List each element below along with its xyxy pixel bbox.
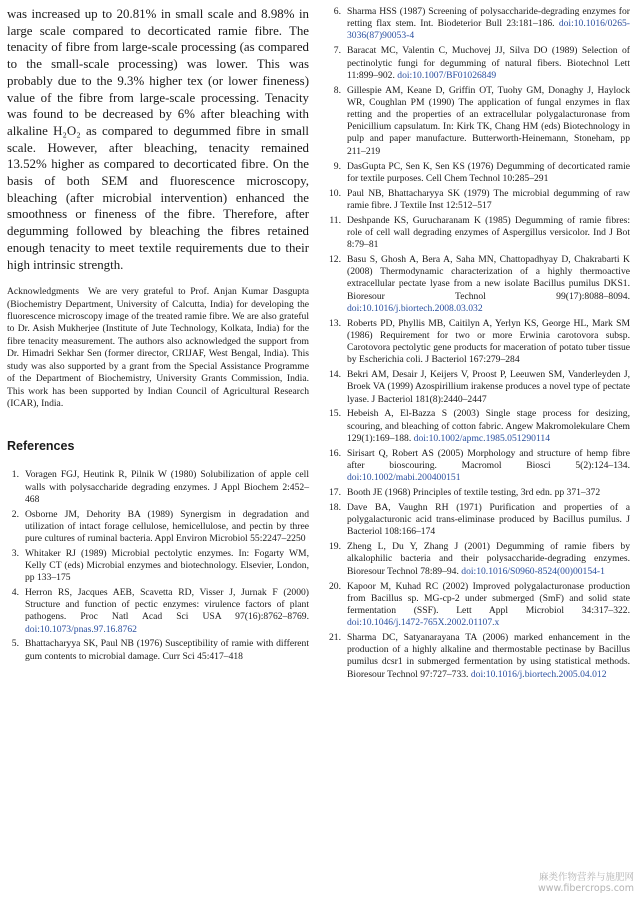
reference-item [7,587,309,636]
reference-number: 7. [333,45,341,57]
acknowledgments-text: We are very grateful to Prof. Anjan Kumar Dasgupta (Biochemistry Department, University of Calcutta, India) for developing the fluorescence microscopy image of the treated ramie fibre. We are also grateful to Dr. Asish Mukherjee (Institute of Jute Technology, Kolkata, India) for the fibre tenacity measurement. The authors also acknowledged the support from Dr. Himadri Sekhar Sen (former director, CRIJAF, West Bengal, India). This study was also supported by a grant from the Special Assistance Programme of the Department of Biochemistry, University Grants Commission, India. This work has been supported by Indian Council of Agricultural Research (ICAR), India. [7,286,310,409]
reference-text [347,369,630,406]
watermark-line-1: 麻类作物营养与施肥网 [538,872,634,883]
reference-text [25,548,309,585]
reference-item [329,408,630,445]
reference-text [347,448,630,485]
reference-text [347,188,630,212]
reference-number: 1. [11,469,19,481]
reference-citation: DasGupta PC, Sen K, Sen KS (1976) Degumming of decorticated ramie for textile purposes. Cell Chem Technol 10:285–291 [347,160,630,184]
references-list-left [7,469,309,662]
reference-text [347,45,630,82]
reference-citation: Bhattacharyya SK, Paul NB (1976) Susceptibility of ramie with different gum contents to microbial damage. Curr Sci 45:417–418 [25,638,309,662]
reference-text [347,254,630,315]
body-paragraph: was increased up to 20.81% in small scale and 8.98% in large scale compared to decorticated ramie fibre. The tenacity of fibre from large-scale processing (as compared to the small-scale processing) was lower. This was probably due to the 9.3% higher tex (or lower fineness) value of the fibre from large-scale processing. Tenacity was found to be decreased by 6% after bleaching with alkaline H₂O₂ as compared to degummed fibre in small scale. However, after bleaching, tenacity remained 13.52% higher as compared to decorticated fibre. On the basis of both SEM and fluorescence microscopy, bleaching (after microbial intervention) enhanced the smoothness or fineness of the fibre. Therefore, after degumming followed by bleaching the fibres retained enough tenacity to meet textile requirements due to their high intrinsic strength. [7,7,309,272]
reference-doi-link[interactable]: doi:10.1016/0265-3036(87)90053-4 [347,18,630,42]
reference-doi-link[interactable]: doi:10.1016/j.biortech.2008.03.032 [347,302,483,314]
reference-citation: Basu S, Ghosh A, Bera A, Saha MN, Chattopadhyay D, Chakrabarti K (2008) Thermodynamic characterization of a highly thermoactive extracellular pectate lyase from a new isolate Bacillus pumilus DKS1. Bioresour Technol 99(17):8088–8094. [347,253,630,302]
reference-number: 9. [333,160,341,172]
reference-doi-link[interactable]: doi:10.1016/j.biortech.2005.04.012 [470,668,607,680]
reference-item [329,215,630,252]
reference-citation: Paul NB, Bhattacharyya SK (1979) The microbial degumming of raw ramie fibre. J Textile Inst 12:512–517 [347,187,630,211]
acknowledgments-label: Acknowledgments [7,286,79,298]
reference-item [329,161,630,185]
reference-item [7,638,309,662]
watermark-line-2: www.fibercrops.com [537,883,634,894]
reference-item [329,188,630,212]
reference-citation: Voragen FGJ, Heutink R, Pilnik W (1980) Solubilization of apple cell walls with polysaccharide degrading enzymes. J Appl Biochem 2:452–468 [25,469,309,505]
reference-doi-link[interactable]: doi:10.1073/pnas.97.16.8762 [25,623,137,635]
references-list-right [329,6,630,681]
reference-citation: Booth JE (1968) Principles of textile testing, 3rd edn. pp 371–372 [347,487,601,499]
reference-text [347,318,630,367]
reference-number: 15. [329,408,341,420]
reference-doi-link[interactable]: doi:10.1016/S0960-8524(00)00154-1 [461,565,605,577]
reference-item [329,318,630,367]
reference-number: 11. [329,214,341,226]
reference-number: 2. [11,508,19,520]
reference-citation: Sharma DC, Satyanarayana TA (2006) marked enhancement in the production of a highly alkaline and thermostable pectinase by Bacillus pumilus dcsr1 in submerged fermentation by using statistical methods. Bioresour Technol 97:727–733. [347,632,630,680]
reference-doi-link[interactable]: doi:10.1046/j.1472-765X.2002.01107.x [347,617,500,629]
reference-text [347,541,630,578]
reference-citation: Herron RS, Jacques AEB, Scavetta RD, Visser J, Jurnak F (2000) Structure and function of pectic enzymes: virulence factors of plant pathogens. Proc Natl Acad Sci USA 97(16):8762–8769. [25,586,309,623]
reference-citation: Gillespie AM, Keane D, Griffin OT, Tuohy GM, Donaghy J, Haylock WR, Coughlan PM (1990) The application of fungal enzymes in flax retting and the properties of an extracellular polygalacturonase from Penicillium capsulatum. In: Kirk TK, Chang HM (eds) Biotechnology in pulp and paper manufacture. Butterworth-Heinemann, Stoneham, pp 211–219 [347,84,630,157]
reference-item [329,487,630,499]
reference-number: 12. [329,253,341,265]
reference-item [329,369,630,406]
reference-text [347,85,630,158]
reference-number: 20. [329,580,341,592]
reference-citation: Sharma HSS (1987) Screening of polysaccharide-degrading enzymes for retting flax stem. Int. Biodeterior Bull 23:181–186. [347,6,630,30]
reference-text [347,6,630,43]
reference-item [7,509,309,546]
reference-number: 14. [329,369,341,381]
reference-item [329,632,630,681]
reference-item [329,581,630,630]
left-column [7,6,309,665]
reference-item [329,448,630,485]
reference-text [347,581,630,630]
reference-number: 21. [329,632,341,644]
reference-citation: Sirisart Q, Robert AS (2005) Morphology and structure of hemp fibre after bioscouring. Macromol Biosci 5(2):124–134. [347,447,630,471]
reference-number: 17. [329,487,341,499]
watermark [538,872,634,894]
reference-citation: Bekri AM, Desair J, Keijers V, Proost P, Leeuwen SM, Vanderleyden J, Broek VA (1999) Azospirillium irakense produces a novel type of pectate lyase. J Bacteriol 181(8):2440–2447 [347,369,630,405]
reference-citation: Whitaker RJ (1989) Microbial pectolytic enzymes. In: Fogarty WM, Kelly CT (eds) Microbial enzymes and biotechnology. Elsevier, London, pp 133–175 [25,547,309,584]
reference-citation: Dave BA, Vaughn RH (1971) Purification and properties of a polygalacturonic acid trans-eliminase produced by Bacillus pumilus. J Bacteriol 108:166–174 [347,501,630,538]
reference-text [347,632,630,681]
reference-text [347,487,630,499]
reference-citation: Osborne JM, Dehority BA (1989) Synergism in degradation and utilization of intact forage cellulose, hemicellulose, and pectin by three pure cultures of ruminal bacteria. Appl Environ Microbiol 55:2247–2250 [25,508,309,544]
reference-item [329,502,630,539]
reference-doi-link[interactable]: doi:10.1002/apmc.1985.051290114 [413,432,550,444]
reference-citation: Deshpande KS, Gurucharanam K (1985) Degumming of ramie fibres: role of cell wall degrading enzymes of Aspergillus versicolor. Ind J Bot 8:79–81 [347,214,630,251]
reference-doi-link[interactable]: doi:10.1007/BF01026849 [397,69,497,81]
right-column [329,6,630,684]
reference-number: 3. [11,547,19,559]
reference-text [25,638,309,662]
reference-item [329,254,630,315]
reference-item [329,45,630,82]
reference-number: 6. [333,6,341,17]
reference-text [25,469,309,506]
reference-text [347,161,630,185]
reference-number: 10. [329,187,341,199]
reference-item [7,548,309,585]
reference-number: 4. [11,586,19,598]
reference-citation: Roberts PD, Phyllis MB, Caitilyn A, Yerlyn KS, George HL, Mark SM (1986) Requirement for two or more Erwinia carotovora subsp. Carotovora pectolytic gene products for maceration of potato tuber tissue by Escherichia coli. J Bacteriol 167:279–284 [347,317,630,366]
reference-citation: Kapoor M, Kuhad RC (2002) Improved polygalacturonase production from Bacillus sp. MG-cp-2 under submerged (SmF) and solid state fermentation (SSF). Lett Appl Microbiol 34:317–322. [347,580,630,616]
reference-number: 16. [329,447,341,459]
reference-citation: Zheng L, Du Y, Zhang J (2001) Degumming of ramie fibers by alkalophilic bacteria and their polysaccharide-degrading enzymes. Bioresour Technol 78:89–94. [347,541,630,577]
reference-number: 19. [329,541,341,553]
reference-number: 13. [329,317,341,329]
reference-item [329,85,630,158]
reference-text [347,502,630,539]
references-heading: References [7,439,75,454]
reference-item [329,6,630,43]
reference-item [7,469,309,506]
acknowledgments [7,286,309,410]
reference-number: 18. [329,501,341,513]
reference-item [329,541,630,578]
reference-citation: Hebeish A, El-Bazza S (2003) Single stage process for desizing, scouring, and bleaching of cotton fabric. Angew Makromolekulare Chem 129(1):169–188. [347,408,630,444]
reference-doi-link[interactable]: doi:10.1002/mabi.200400151 [347,472,461,484]
reference-text [347,215,630,252]
reference-text [347,408,630,445]
reference-text [25,509,309,546]
reference-citation: Baracat MC, Valentin C, Muchovej JJ, Silva DO (1989) Selection of pectinolytic fungi for degumming of natural fibers. Biotechnol Lett 11:899–902. [347,45,630,81]
reference-number: 5. [11,638,19,650]
reference-number: 8. [333,84,341,96]
reference-text [25,587,309,636]
